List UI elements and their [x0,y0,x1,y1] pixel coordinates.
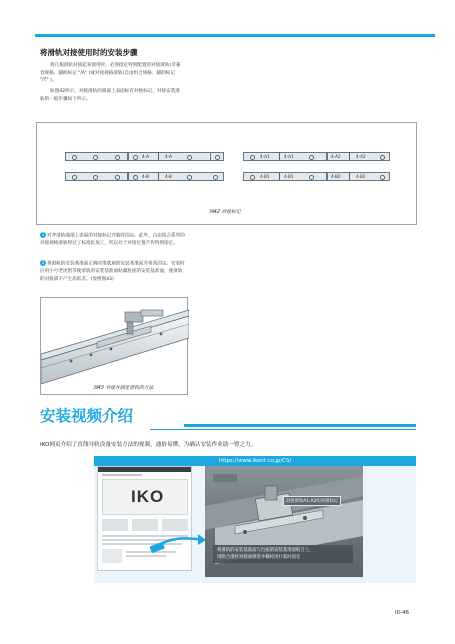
bolt-hole [115,175,120,180]
bolt-hole [93,155,98,160]
step-2: 2 将滑轨的安装基准面正确对准底座的安装基准面并将其固定。安装时 应用小号老虎钳等使滑轨的安装基准面贴紧底座的安装基准面，使滑轨 的对接部不产生高低差。(参照图43) [40,260,185,282]
matching-mark-label: 4-A [165,154,172,159]
step-number-badge: 1 [41,232,45,237]
site-thumb [102,549,122,563]
bolt-hole [309,175,314,180]
page-number: III-46 [395,610,410,616]
video-screenshot[interactable] [205,466,363,577]
joint-line [279,173,280,180]
intro-line-2: 容规格、辅助标记 "/A" )或对接规格滑轨(自由组合规格、辅助标记 [40,70,175,76]
joint-line [158,173,159,180]
section-title: 将滑轨对接使用时的安装步骤 [40,48,138,57]
matching-mark-label: 4-B [165,174,172,179]
matching-mark-label: 4-A [142,154,149,159]
rail-left-row1-a [65,152,128,161]
matching-mark-label: 4-A1 [284,154,294,159]
video-callout-bottom [213,545,353,563]
intro-line-4: 如图42所示，对接滑轨的端部上表面标有对接标记，对接安装滑 [50,89,180,94]
bolt-hole [133,155,138,160]
rail-left-row2-a [65,172,128,181]
rail-left-row2-b [128,172,224,181]
intro-line-1: 将几根滑轨对接起来使用时，必须指定特别配置的对接滑轨(非兼 [50,63,181,68]
matching-mark-label: 4-B [142,174,149,179]
bolt-hole [93,175,98,180]
bolt-hole [380,175,385,180]
rail-right-row2-a [243,172,327,181]
intro-line-3: "/T" )。 [40,78,57,84]
step-1: 1 对齐滑轨端部上表面的对接标记并临时固定。此外，自由组合系列的 对接规格滑轨经过了标准化加工，所以对于对接位置不作特别指定。 [40,232,185,247]
site-card [102,519,128,531]
matching-mark-label: 4-A1 [260,154,270,159]
site-text-line [126,555,166,557]
video-callout-top: 对接滑轨A1,A2的对接标记 [283,496,341,506]
bolt-hole [133,175,138,180]
figure-43-caption: 图43 对接并固定滑轨的方法 [93,386,154,391]
video-caption-line: 用附合滑杆对接面推进并螺栓进行临时固定 [217,555,301,560]
heading-accent-bar [184,424,416,427]
site-header-bar [98,467,191,472]
rail-right-row1-a [243,152,327,161]
matching-mark-label: 4-B1 [260,174,270,179]
step-number-badge: 2 [41,260,45,265]
figure-42-caption: 图42 对接标记 [209,210,241,215]
rail-right-row2-b [327,172,390,181]
video-description: IKO网页介绍了直线导轨设备安装方法的视频，通俗易懂。为确认安装作业助一臂之力。 [40,442,257,448]
joint-line [349,153,350,160]
bolt-hole [187,175,192,180]
video-url-link[interactable]: https://www.ikont.co.jp/CS/ [94,456,416,466]
arrow-icon [150,530,208,554]
iko-logo: IKO [131,487,165,506]
site-nav [102,474,142,476]
bolt-hole [213,175,218,180]
bolt-hole [250,175,255,180]
bolt-hole [187,155,192,160]
figure-42-matching-marks [36,122,417,225]
bolt-hole [72,155,77,160]
joint-line [349,173,350,180]
figure-43-fixing-method [40,297,188,395]
bolt-hole [215,155,220,160]
heading-accent-line [150,429,416,430]
matching-mark-label: 4-B2 [331,174,341,179]
matching-mark-label: 4-B1 [284,174,294,179]
website-screenshot[interactable] [97,466,192,571]
video-caption-line: 将滑轨的安装基准面与台座的安装基准面贴合上， [217,548,314,553]
matching-mark-label: 4-A2 [356,154,366,159]
bolt-hole [380,155,385,160]
bolt-hole [72,175,77,180]
rail-clamp-illustration [41,298,189,396]
matching-mark-label: 4-B2 [356,174,366,179]
rail-left-row1-end [210,152,224,161]
site-hero [102,479,188,515]
rail-right-row1-b [327,152,390,161]
top-accent-rule [35,34,435,37]
joint-line [158,153,159,160]
matching-mark-label: 4-A2 [331,154,341,159]
video-section-heading: 安装视频介绍 [40,407,134,425]
bolt-hole [309,155,314,160]
intro-line-5: 轨的一般步骤如下所示。 [40,96,91,102]
joint-line [279,153,280,160]
bolt-hole [250,155,255,160]
bolt-hole [115,155,120,160]
